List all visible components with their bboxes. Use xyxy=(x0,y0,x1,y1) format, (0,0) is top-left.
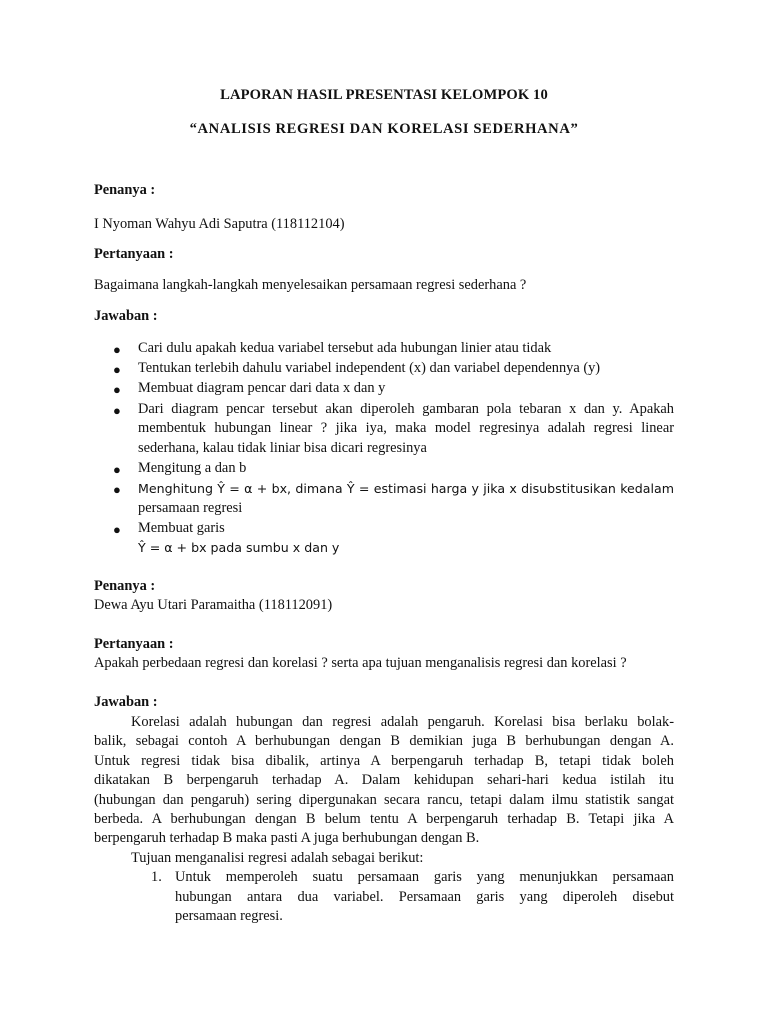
list-item-line: membentuk hubungan linear ? jika iya, maka model regresinya adalah regresi linear xyxy=(138,420,674,436)
bullet-icon: ● xyxy=(113,462,121,477)
formula-line: Ŷ = α + bx pada sumbu x dan y xyxy=(138,540,340,555)
numbered-item-line: hubungan antara dua variabel. Persamaan garis yang diperoleh disebut xyxy=(175,889,674,905)
numbered-item-line: persamaan regresi. xyxy=(175,908,283,924)
paragraph-line: (hubungan dan pengaruh) sering dipergunakan secara rancu, tetapi dalam ilmu statistik sangat xyxy=(94,792,674,808)
list-item: Mengitung a dan b xyxy=(138,460,247,476)
question-text-2: Apakah perbedaan regresi dan korelasi ? serta apa tujuan menganalisis regresi dan korelasi ? xyxy=(94,655,627,671)
document-title: LAPORAN HASIL PRESENTASI KELOMPOK 10 xyxy=(220,87,548,103)
question-text-1: Bagaimana langkah-langkah menyelesaikan persamaan regresi sederhana ? xyxy=(94,277,527,293)
paragraph-line: Untuk regresi tidak bisa dibalik, artinya A berpengaruh terhadap B, tetapi tidak boleh xyxy=(94,753,674,769)
purpose-intro: Tujuan menganalisi regresi adalah sebagai berikut: xyxy=(131,850,424,866)
list-item-line: Dari diagram pencar tersebut akan diperoleh gambaran pola tebaran x dan y. Apakah xyxy=(138,401,674,417)
paragraph-line: dikatakan B berpengaruh terhadap A. Dalam kehidupan sehari-hari kedua istilah itu xyxy=(94,772,674,788)
paragraph-line: Korelasi adalah hubungan dan regresi adalah pengaruh. Korelasi bisa berlaku bolak- xyxy=(131,714,674,730)
numbered-item-line: Untuk memperoleh suatu persamaan garis yang menunjukkan persamaan xyxy=(175,869,674,885)
list-item: Cari dulu apakah kedua variabel tersebut ada hubungan linier atau tidak xyxy=(138,340,552,356)
list-item-line: Membuat garis xyxy=(138,520,225,536)
asker-name-1: I Nyoman Wahyu Adi Saputra (118112104) xyxy=(94,216,345,232)
document-subtitle: “ANALISIS REGRESI DAN KORELASI SEDERHANA” xyxy=(189,121,579,137)
paragraph-line: berbeda. A berhubungan dengan B belum tentu A berpengaruh terhadap B. Tetapi jika A xyxy=(94,811,674,827)
bullet-icon: ● xyxy=(113,482,121,497)
list-number: 1. xyxy=(151,869,162,885)
bullet-icon: ● xyxy=(113,362,121,377)
bullet-icon: ● xyxy=(113,403,121,418)
paragraph-line: berpengaruh terhadap B maka pasti A juga berhubungan dengan B. xyxy=(94,830,480,846)
question-label-1: Pertanyaan : xyxy=(94,246,174,262)
asker-label-2: Penanya : xyxy=(94,578,156,594)
list-item-line: persamaan regresi xyxy=(138,500,243,516)
list-item-line: Menghitung Ŷ = α + bx, dimana Ŷ = estimasi harga y jika x disubstitusikan kedalam xyxy=(138,481,674,496)
answer-label-2: Jawaban : xyxy=(94,694,158,710)
list-item: Tentukan terlebih dahulu variabel independent (x) dan variabel dependennya (y) xyxy=(138,360,601,376)
asker-label-1: Penanya : xyxy=(94,182,156,198)
list-item-line: sederhana, kalau tidak liniar bisa dicari regresinya xyxy=(138,440,427,456)
bullet-icon: ● xyxy=(113,342,121,357)
bullet-icon: ● xyxy=(113,382,121,397)
paragraph-line: balik, sebagai contoh A berhubungan dengan B demikian juga B berhubungan dengan A. xyxy=(94,733,674,749)
asker-name-2: Dewa Ayu Utari Paramaitha (118112091) xyxy=(94,597,333,613)
question-label-2: Pertanyaan : xyxy=(94,636,174,652)
answer-label-1: Jawaban : xyxy=(94,308,158,324)
list-item: Membuat diagram pencar dari data x dan y xyxy=(138,380,386,396)
bullet-icon: ● xyxy=(113,522,121,537)
